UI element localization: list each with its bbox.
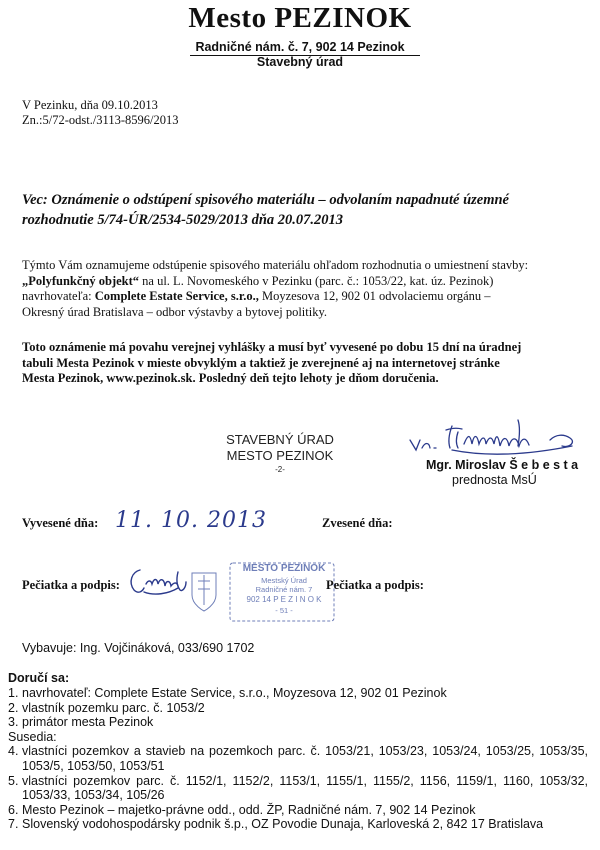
body-text: na ul. L. Novomeského v Pezinku (parc. č.: 1053/22, kat. úz. Pezinok) (139, 273, 494, 288)
subject (22, 190, 582, 230)
place-date: V Pezinku, dňa 09.10.2013 (22, 98, 158, 112)
list-item-number: 4. (8, 744, 19, 759)
round-stamp-line-1: MESTO PEZINOK (242, 563, 326, 574)
body-line: Toto oznámenie má povahu verejnej vyhlášky a musí byť vyvesené po dobu 15 dní na úradnej (22, 340, 522, 354)
list-item-text: Slovenský vodohospodársky podnik š.p., OZ Povodie Dunaja, Karloveská 2, 842 17 Bratislava (22, 817, 544, 832)
file-number: Zn.:5/72-odst./3113-8596/2013 (22, 113, 179, 127)
office-name: Stavebný úrad (256, 55, 344, 69)
round-stamp-line-3: Radničné nám. 7 (255, 585, 313, 594)
body-line (22, 274, 582, 290)
list-item-number: 5. (8, 773, 19, 788)
list-item (8, 744, 588, 773)
office-stamp-line-1: STAVEBNÝ ÚRAD (226, 432, 334, 447)
round-office-stamp (186, 561, 336, 623)
list-item (8, 701, 588, 716)
round-stamp-line-5: - 51 - (275, 606, 293, 615)
stamp-signature-label-right: Pečiatka a podpis: (326, 578, 424, 592)
handled-by: Vybavuje: Ing. Vojčináková, 033/690 1702 (22, 641, 255, 655)
list-item (8, 686, 588, 701)
subject-line-2: rozhodnutie 5/74-ÚR/2534-5029/2013 dňa 20.07.2013 (22, 212, 344, 228)
body-line: tabuli Mesta Pezinok v mieste obvyklým a taktiež je zverejnené aj na internetovej stránke (22, 355, 500, 370)
signatory-role: prednosta MsÚ (452, 473, 537, 487)
city-address: Radničné nám. č. 7, 902 14 Pezinok (195, 40, 405, 54)
body-text: navrhovateľa: (22, 289, 95, 303)
applicant-name: Complete Estate Service, s.r.o., (94, 289, 259, 303)
list-item-number: 3. (8, 715, 19, 730)
removed-date-label: Zvesené dňa: (322, 516, 393, 530)
list-item-number: 2. (8, 700, 19, 715)
list-item-text: vlastník pozemku parc. č. 1053/2 (22, 700, 205, 715)
list-item (8, 817, 588, 832)
handwritten-initials (126, 566, 194, 600)
stamp-signature-label-left: Pečiatka a podpis: (22, 578, 120, 592)
office-stamp-line-2: MESTO PEZINOK (226, 448, 334, 463)
list-item (8, 774, 588, 803)
list-item-number: 7. (8, 817, 19, 832)
body-line (22, 289, 582, 305)
list-item-text: Mesto Pezinok – majetko-právne odd., odd. ŽP, Radničné nám. 7, 902 14 Pezinok (22, 802, 476, 817)
office-stamp-line-3: -2- (275, 465, 285, 474)
posted-date-handwritten: 11. 10. 2013 (115, 508, 267, 533)
list-item-text: vlastníci pozemkov parc. č. 1152/1, 1152/2, 1153/1, 1155/1, 1155/2, 1156, 1159/1, 1160, 1053/32, 1053/33, 1053/34, 105/26 (22, 773, 588, 803)
subject-line-1: Vec: Oznámenie o odstúpení spisového materiálu – odvolaním napadnuté územné (22, 192, 509, 208)
body-line: Týmto Vám oznamujeme odstúpenie spisového materiálu ohľadom rozhodnutia o umiestnení stavby: (22, 258, 529, 272)
list-item (8, 715, 588, 730)
posted-date-label: Vyvesené dňa: (22, 516, 99, 530)
project-name: „Polyfunkčný objekt“ (22, 273, 140, 288)
list-item-number: 6. (8, 802, 19, 817)
list-item-text: primátor mesta Pezinok (22, 715, 154, 730)
body-paragraph-2 (22, 340, 582, 387)
neighbors-heading: Susedia: (8, 729, 57, 744)
list-item-text: navrhovateľ: Complete Estate Service, s.r.o., Moyzesova 12, 902 01 Pezinok (22, 686, 447, 700)
list-item-number: 1. (8, 686, 19, 700)
delivery-heading: Doručí sa: (8, 671, 70, 685)
round-stamp-line-2: Mestský Úrad (261, 576, 307, 585)
round-stamp-line-4: 902 14 P E Z I N O K (246, 595, 322, 604)
signatory-name: Mgr. Miroslav Š e b e s t a (426, 458, 579, 472)
list-item-text: vlastníci pozemkov a stavieb na pozemkoch parc. č. 1053/21, 1053/23, 1053/24, 1053/25, 1053/35, 1053/5, 1053/50, 1053/51 (22, 744, 588, 773)
body-line: Mesta Pezinok, www.pezinok.sk. Posledný deň tejto lehoty je dňom doručenia. (22, 371, 439, 385)
body-text: Moyzesova 12, 902 01 odvolaciemu orgánu – (258, 289, 491, 303)
city-title: Mesto PEZINOK (188, 2, 412, 34)
delivery-list (8, 686, 588, 832)
body-paragraph-1 (22, 258, 582, 320)
list-item (8, 803, 588, 818)
body-line: Okresný úrad Bratislava – odbor výstavby a bytovej politiky. (22, 304, 328, 319)
